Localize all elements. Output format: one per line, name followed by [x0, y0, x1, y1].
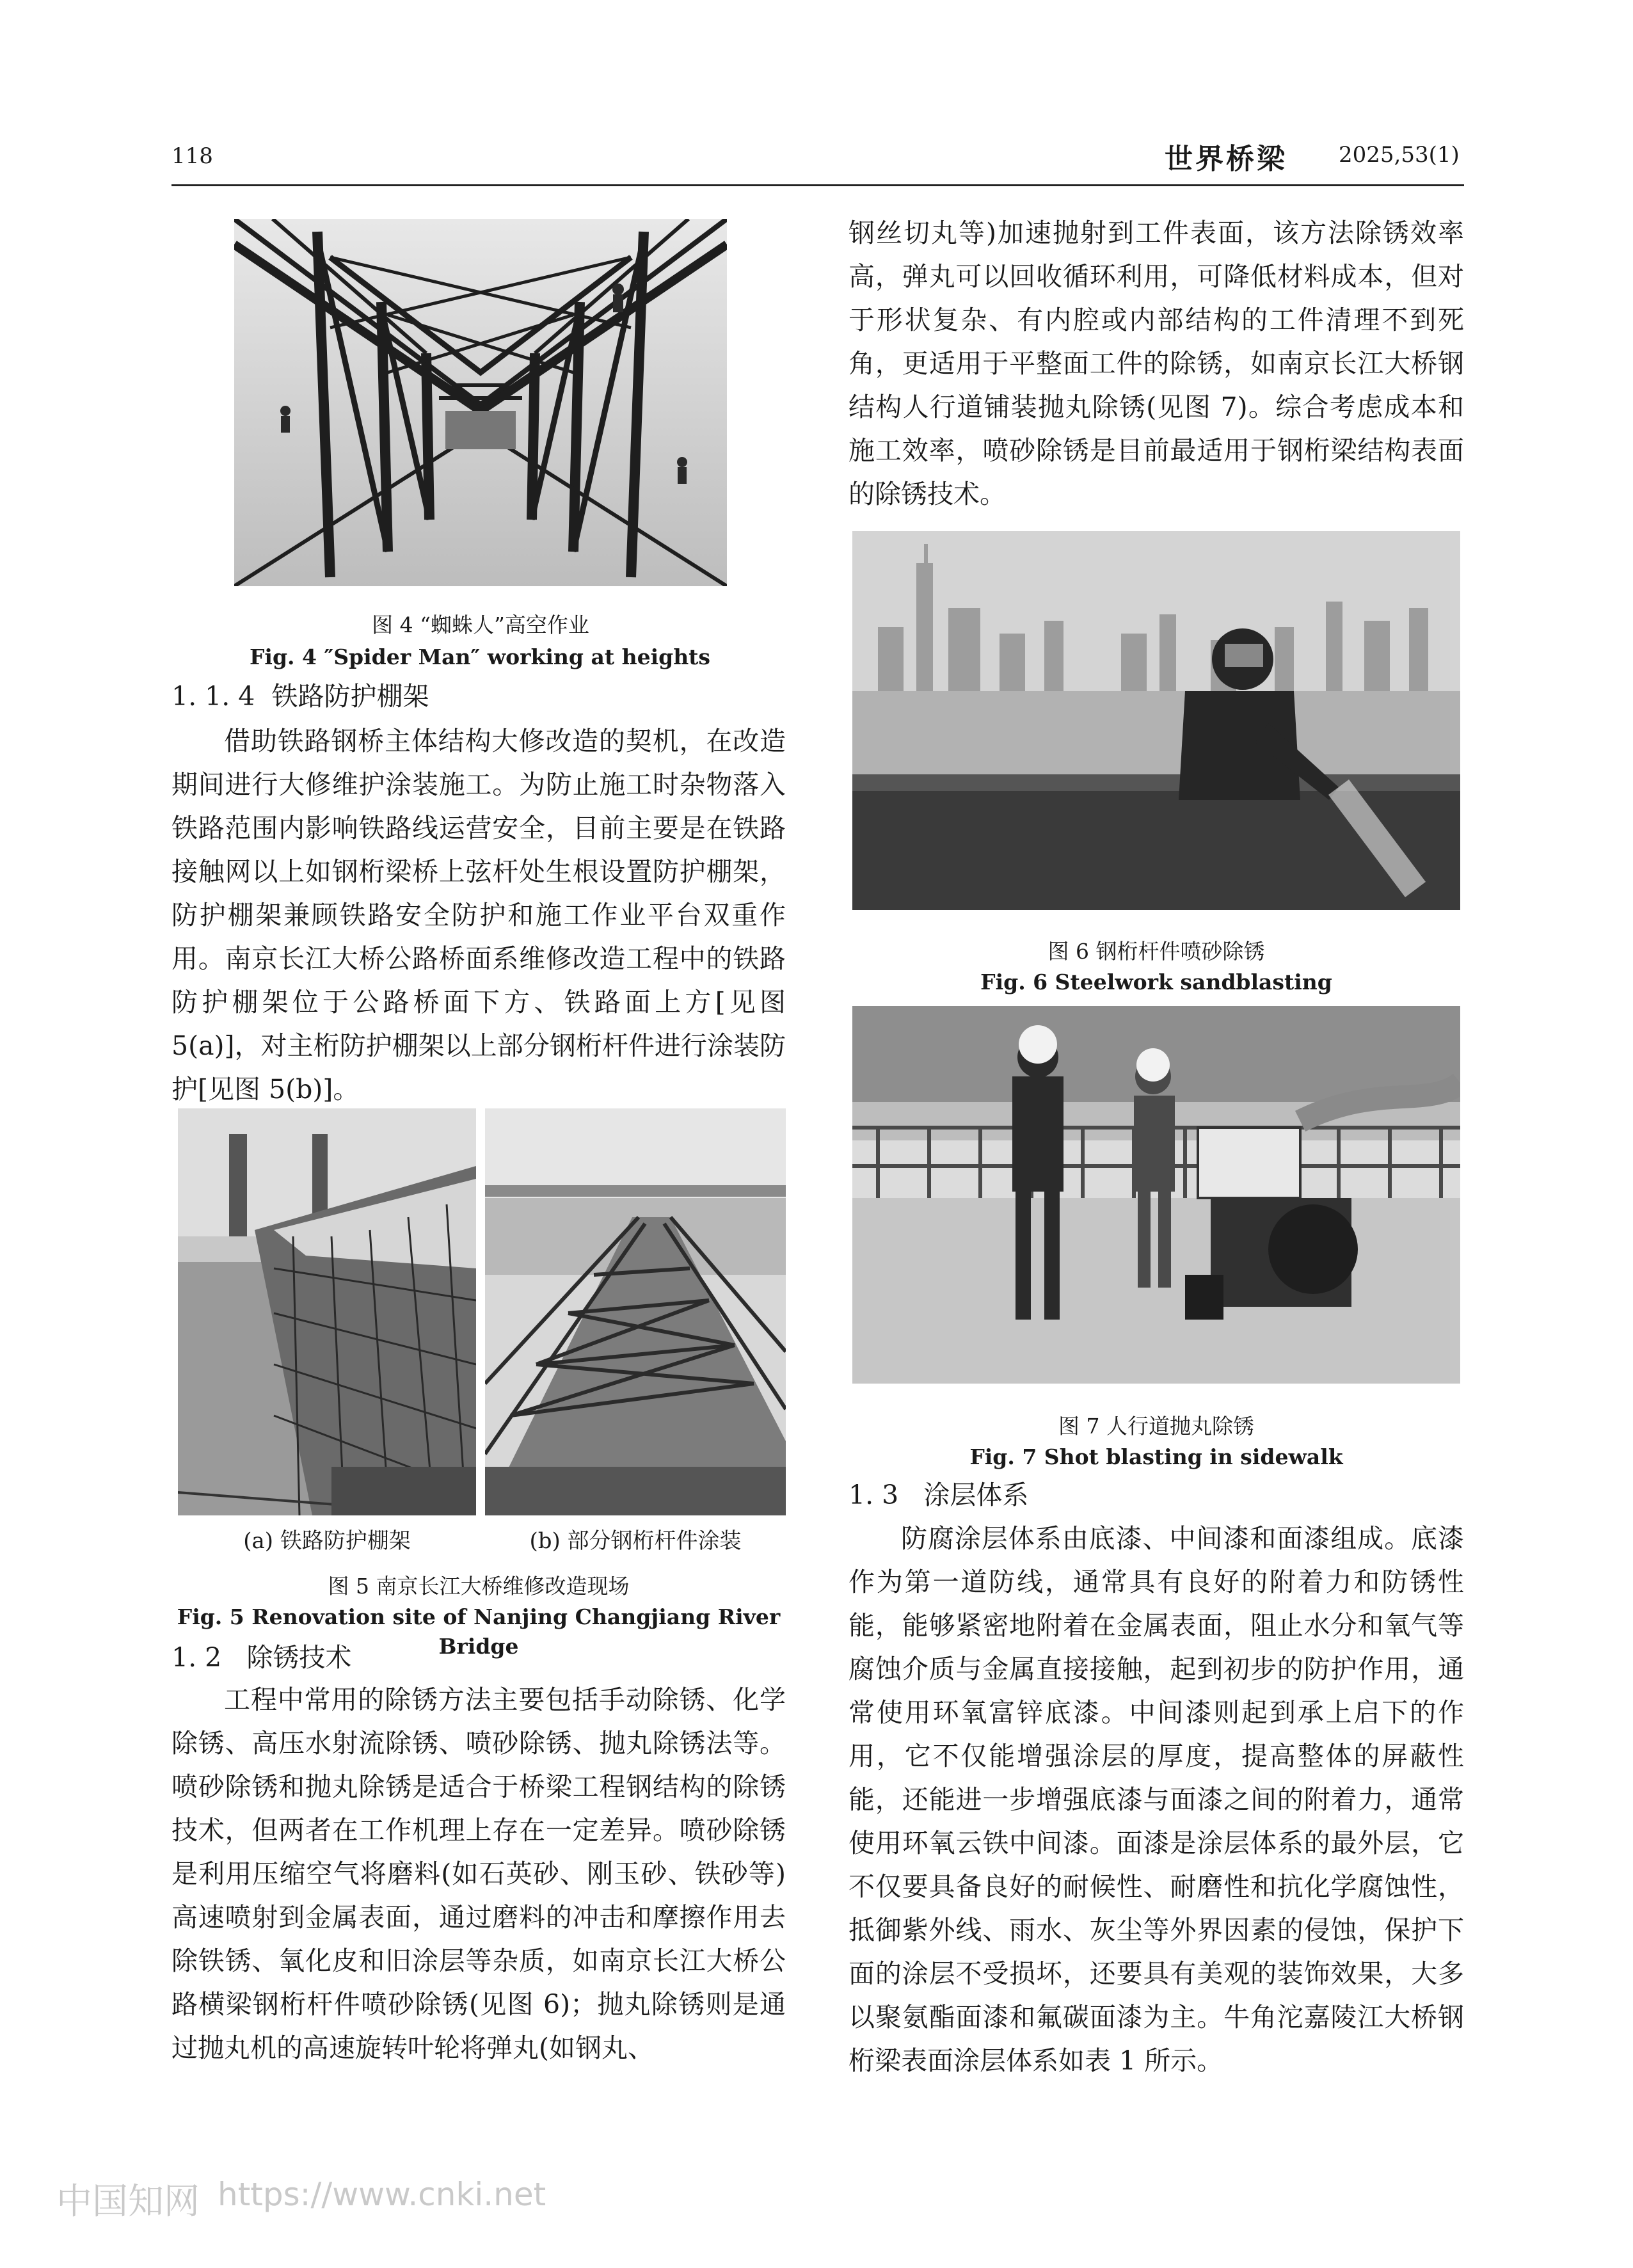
section-title: 铁路防护棚架 — [271, 681, 429, 712]
figure-6-caption-zh: 图 6 钢桁杆件喷砂除锈 — [1048, 939, 1265, 964]
cnki-url[interactable]: https://www.cnki.net — [218, 2176, 546, 2213]
paragraph-1-2-continued: 钢丝切丸等)加速抛射到工件表面，该方法除锈效率高，弹丸可以回收循环利用，可降低材料成本，但对于形状复杂、有内腔或内部结构的工件清理不到死角，更适用于平整面工件的除锈，如南京长江大桥钢结构人行道铺装抛丸除锈(见图 7)。综合考虑成本和施工效率，喷砂除锈是目前最适用于钢桁梁结构表面的除锈技术。 — [848, 218, 1464, 509]
figure-6-caption-en: Fig. 6 Steelwork sandblasting — [980, 970, 1332, 994]
section-title: 除锈技术 — [246, 1642, 352, 1673]
header-rule — [171, 184, 1464, 186]
section-title: 涂层体系 — [923, 1480, 1029, 1510]
section-number: 1. 2 — [171, 1642, 222, 1673]
figure-7-caption-en: Fig. 7 Shot blasting in sidewalk — [969, 1444, 1343, 1469]
figure-5a-photo — [178, 1108, 476, 1515]
paragraph-1-2: 工程中常用的除锈方法主要包括手动除锈、化学除锈、高压水射流除锈、喷砂除锈、抛丸除锈法等。喷砂除锈和抛丸除锈是适合于桥梁工程钢结构的除锈技术，但两者在工作机理上存在一定差异。喷砂除锈是利用压缩空气将磨料(如石英砂、刚玉砂、铁砂等)高速喷射到金属表面，通过磨料的冲击和摩擦作用去除铁锈、氧化皮和旧涂层等杂质，如南京长江大桥公路横梁钢桁杆件喷砂除锈(见图 6)；抛丸除锈则是通过抛丸机的高速旋转叶轮将弹丸(如钢丸、 — [171, 1684, 786, 2063]
section-heading-1-3 — [848, 1476, 1028, 1514]
issue-info: 2025,53(1) — [1339, 142, 1460, 168]
figure-4-caption-zh: 图 4 “蜘蛛人”高空作业 — [372, 612, 589, 637]
paragraph-1-1-4: 借助铁路钢桥主体结构大修改造的契机，在改造期间进行大修维护涂装施工。为防止施工时杂物落入铁路范围内影响铁路线运营安全，目前主要是在铁路接触网以上如钢桁梁桥上弦杆处生根设置防护棚架，防护棚架兼顾铁路安全防护和施工作业平台双重作用。南京长江大桥公路桥面系维修改造工程中的铁路防护棚架位于公路桥面下方、铁路面上方[见图 5(a)]，对主桁防护棚架以上部分钢桁杆件进行涂装防护[见图 5(b)]。 — [171, 726, 786, 1105]
figure-5b-photo — [485, 1108, 786, 1515]
figure-4-photo — [234, 219, 727, 586]
section-heading-1-1-4 — [171, 677, 429, 715]
figure-6-photo — [852, 531, 1460, 910]
journal-title: 世界桥梁 — [1165, 143, 1287, 175]
section-number: 1. 1. 4 — [171, 681, 255, 712]
figure-5-caption-en: Fig. 5 Renovation site of Nanjing Changjiang River Bridge — [177, 1604, 781, 1659]
paragraph-1-3: 防腐涂层体系由底漆、中间漆和面漆组成。底漆作为第一道防线，通常具有良好的附着力和防锈性能，能够紧密地附着在金属表面，阻止水分和氧气等腐蚀介质与金属直接接触，起到初步的防护作用，通常使用环氧富锌底漆。中间漆则起到承上启下的作用，它不仅能增强涂层的厚度，提高整体的屏蔽性能，还能进一步增强底漆与面漆之间的附着力，通常使用环氧云铁中间漆。面漆是涂层体系的最外层，它不仅要具备良好的耐候性、耐磨性和抗化学腐蚀性，抵御紫外线、雨水、灰尘等外界因素的侵蚀，保护下面的涂层不受损坏，还要具有美观的装饰效果，大多以聚氨酯面漆和氟碳面漆为主。牛角沱嘉陵江大桥钢桁梁表面涂层体系如表 1 所示。 — [848, 1523, 1464, 2076]
figure-5-caption-zh: 图 5 南京长江大桥维修改造现场 — [328, 1574, 630, 1599]
page-number: 118 — [171, 143, 213, 169]
cnki-logo: 中国知网 — [56, 2181, 200, 2223]
figure-7-caption-zh: 图 7 人行道抛丸除锈 — [1058, 1414, 1254, 1439]
figure-7-photo — [852, 1006, 1460, 1384]
figure-5b-subcaption: (b) 部分钢桁杆件涂装 — [529, 1528, 742, 1554]
section-heading-1-2 — [171, 1638, 351, 1677]
figure-4-caption-en: Fig. 4 ″Spider Man″ working at heights — [249, 644, 711, 669]
section-number: 1. 3 — [848, 1480, 899, 1510]
figure-5a-subcaption: (a) 铁路防护棚架 — [243, 1528, 411, 1554]
